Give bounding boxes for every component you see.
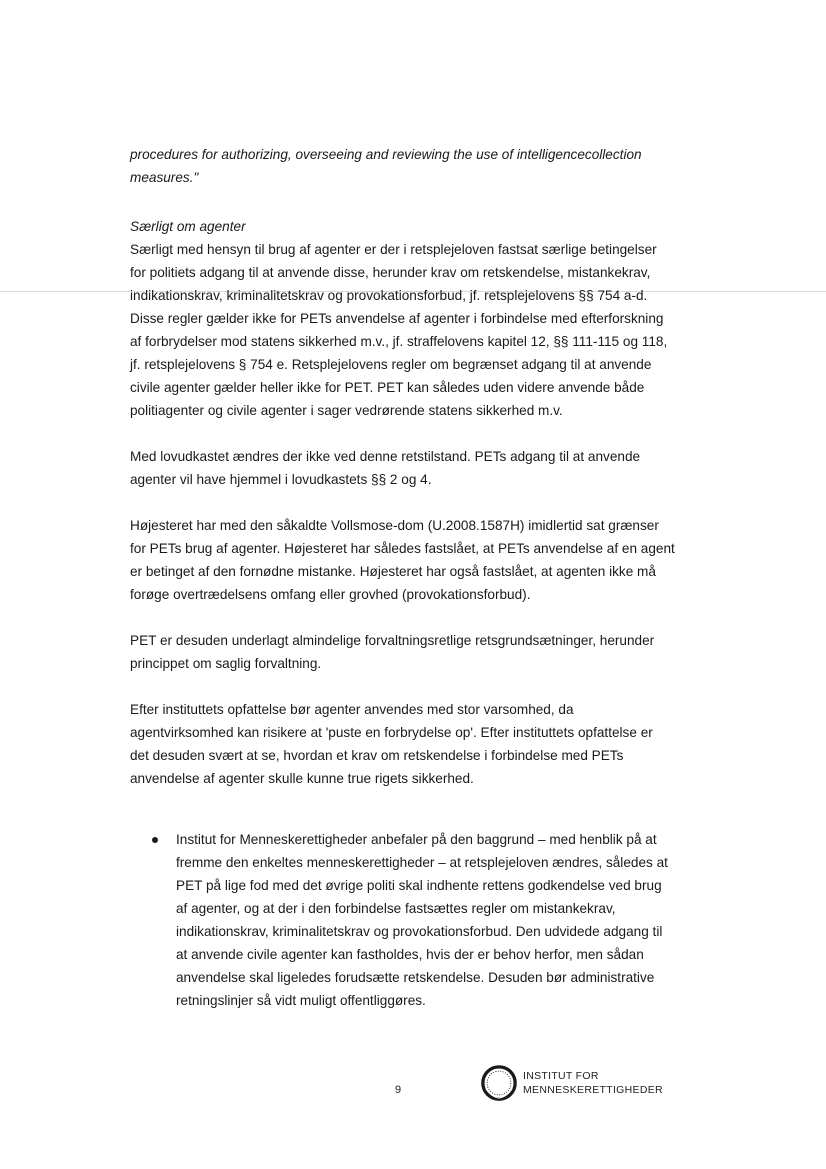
logo-wordmark <box>523 1069 663 1097</box>
paragraph-draft-law: Med lovudkastet ændres der ikke ved denne retstilstand. PETs adgang til at anvende agenter vil have hjemmel i lovudkastets §§ 2 og 4. <box>130 449 641 487</box>
paragraph-administrative-law: PET er desuden underlagt almindelige forvaltningsretlige retsgrundsætninger, herunder princippet om saglig forvaltning. <box>130 633 655 671</box>
page-number: 9 <box>394 1084 402 1096</box>
paragraph-supreme-court: Højesteret har med den såkaldte Vollsmose-dom (U.2008.1587H) imidlertid sat grænser for PETs brug af agenter. Højesteret har således fastslået, at PETs anvendelse af en agent er betinget af den fornødne mistanke. Højesteret har også fastslået, at agenten ikke må forøge overtrædelsens omfang eller grovhed (provokationsforbud). <box>130 518 675 602</box>
document-body <box>130 143 675 1012</box>
recommendation-item <box>130 828 675 1012</box>
quote-ending: procedures for authorizing, overseeing and reviewing the use of intelligencecollection measures." <box>130 147 642 185</box>
logo-line-1: INSTITUT FOR <box>523 1070 599 1082</box>
bullet-icon <box>152 837 158 843</box>
section-heading: Særligt om agenter <box>130 219 246 234</box>
institute-logo <box>480 1064 663 1102</box>
recommendation-text: Institut for Menneskerettigheder anbefaler på den baggrund – med henblik på at fremme den enkeltes menneskerettigheder – at retsplejeloven ændres, således at PET på lige fod med det øvrige politi skal indhente rettens godkendelse ved brug af agenter, og at der i den forbindelse fastsættes regler om mistankekrav, indikationskrav, kriminalitetskrav og provokationsforbud. Den udvidede adgang til at anvende civile agenter kan fastholdes, hvis der er behov herfor, men sådan anvendelse skal ligeledes forudsætte retskendelse. Desuden bør administrative retningslinjer så vidt muligt offentliggøres. <box>176 832 668 1008</box>
paragraph-institute-opinion: Efter instituttets opfattelse bør agenter anvendes med stor varsomhed, da agentvirksomhed kan risikere at 'puste en forbrydelse op'. Efter instituttets opfattelse er det desuden svært at se, hvordan et krav om retskendelse i forbindelse med PETs anvendelse af agenter skulle kunne true rigets sikkerhed. <box>130 702 653 786</box>
paragraph-agent-rules: Særligt med hensyn til brug af agenter er der i retsplejeloven fastsat særlige betingelser for politiets adgang til at anvende disse, herunder krav om retskendelse, mistankekrav, indikationskrav, kriminalitetskrav og provokationsforbud, jf. retsplejelovens §§ 754 a-d. Disse regler gælder ikke for PETs anvendelse af agenter i forbindelse med efterforskning af forbrydelser mod statens sikkerhed m.v., jf. straffelovens kapitel 12, §§ 111-115 og 118, jf. retsplejelovens § 754 e. Retsplejelovens regler om begrænset adgang til at anvende civile agenter gælder heller ikke for PET. PET kan således uden videre anvende både politiagenter og civile agenter i sager vedrørende statens sikkerhed m.v. <box>130 242 668 418</box>
laurel-ring-icon <box>480 1064 518 1102</box>
recommendation-list <box>130 828 675 1012</box>
logo-line-2: MENNESKERETTIGHEDER <box>523 1084 663 1096</box>
